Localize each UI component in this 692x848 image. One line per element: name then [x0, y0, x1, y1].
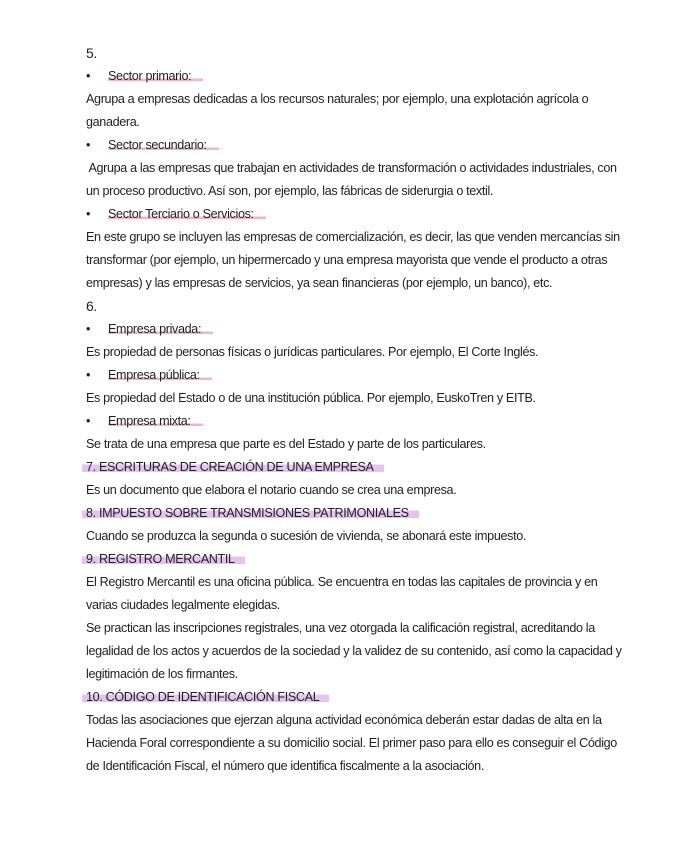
section-title-codigo-fiscal: 10. CÓDIGO DE IDENTIFICACIÓN FISCAL — [82, 690, 329, 704]
paragraph-line: Es propiedad de personas físicas o jurídicas particulares. Por ejemplo, El Corte Inglés. — [86, 345, 539, 359]
paragraph-line: Agrupa a empresas dedicadas a los recursos naturales; por ejemplo, una explotación agrícola o — [86, 92, 589, 106]
paragraph-line: transformar (por ejemplo, un hipermercado y una empresa mayorista que vende el producto a otras — [86, 253, 608, 267]
paragraph-line: de Identificación Fiscal, el número que identifica fiscalmente a la asociación. — [86, 759, 484, 773]
paragraph-line: En este grupo se incluyen las empresas de comercialización, es decir, las que venden mercancías sin — [86, 230, 620, 244]
section-title-registro-mercantil: 9. REGISTRO MERCANTIL — [82, 552, 245, 566]
bullet-heading — [86, 410, 640, 433]
bullet-heading — [86, 134, 640, 157]
bullet-heading — [86, 203, 640, 226]
paragraph-line: Se practican las inscripciones registrales, una vez otorgada la calificación registral, acreditando la — [86, 621, 595, 635]
bullet-icon: • — [86, 322, 91, 336]
paragraph-line: ganadera. — [86, 115, 140, 129]
paragraph-line: legitimación de los firmantes. — [86, 667, 238, 681]
paragraph-line: un proceso productivo. Así son, por ejemplo, las fábricas de siderurgia o textil. — [86, 184, 494, 198]
paragraph-line: Cuando se produzca la segunda o sucesión de vivienda, se abonará este impuesto. — [86, 529, 527, 543]
bullet-heading — [86, 65, 640, 88]
heading-sector-terciario: Sector Terciario o Servicios: — [108, 207, 266, 221]
bullet-heading — [86, 318, 640, 341]
paragraph-line: empresas) y las empresas de servicios, ya sean financieras (por ejemplo, un banco), etc. — [86, 276, 553, 290]
paragraph-line: El Registro Mercantil es una oficina pública. Se encuentra en todas las capitales de provincia y en — [86, 575, 598, 589]
paragraph-line: Agrupa a las empresas que trabajan en actividades de transformación o actividades industriales, con — [86, 161, 617, 175]
bullet-icon: • — [86, 207, 91, 221]
bullet-heading — [86, 364, 640, 387]
bullet-icon: • — [86, 414, 91, 428]
section-number: 5. — [86, 45, 97, 61]
bullet-icon: • — [86, 69, 91, 83]
heading-empresa-privada: Empresa privada: — [108, 322, 213, 336]
paragraph-line: Todas las asociaciones que ejerzan alguna actividad económica deberán estar dadas de alta en la — [86, 713, 602, 727]
paragraph-line: Es un documento que elabora el notario cuando se crea una empresa. — [86, 483, 457, 497]
paragraph-line: legalidad de los actos y acuerdos de la sociedad y la validez de su contenido, así como la capacidad y — [86, 644, 622, 658]
heading-empresa-publica: Empresa pública: — [108, 368, 212, 382]
heading-sector-primario: Sector primario: — [108, 69, 203, 83]
bullet-icon: • — [86, 368, 91, 382]
section-title-impuesto: 8. IMPUESTO SOBRE TRANSMISIONES PATRIMONIALES — [82, 506, 419, 520]
paragraph-line: Se trata de una empresa que parte es del Estado y parte de los particulares. — [86, 437, 486, 451]
paragraph-line: varias ciudades legalmente elegidas. — [86, 598, 280, 612]
heading-empresa-mixta: Empresa mixta: — [108, 414, 203, 428]
section-title-escrituras: 7. ESCRITURAS DE CREACIÓN DE UNA EMPRESA — [82, 460, 384, 474]
section-number: 6. — [86, 298, 97, 314]
bullet-icon: • — [86, 138, 91, 152]
heading-sector-secundario: Sector secundario: — [108, 138, 219, 152]
paragraph-line: Es propiedad del Estado o de una institución pública. Por ejemplo, EuskoTren y EITB. — [86, 391, 536, 405]
paragraph-line: Hacienda Foral correspondiente a su domicilio social. El primer paso para ello es conseguir el Código — [86, 736, 617, 750]
